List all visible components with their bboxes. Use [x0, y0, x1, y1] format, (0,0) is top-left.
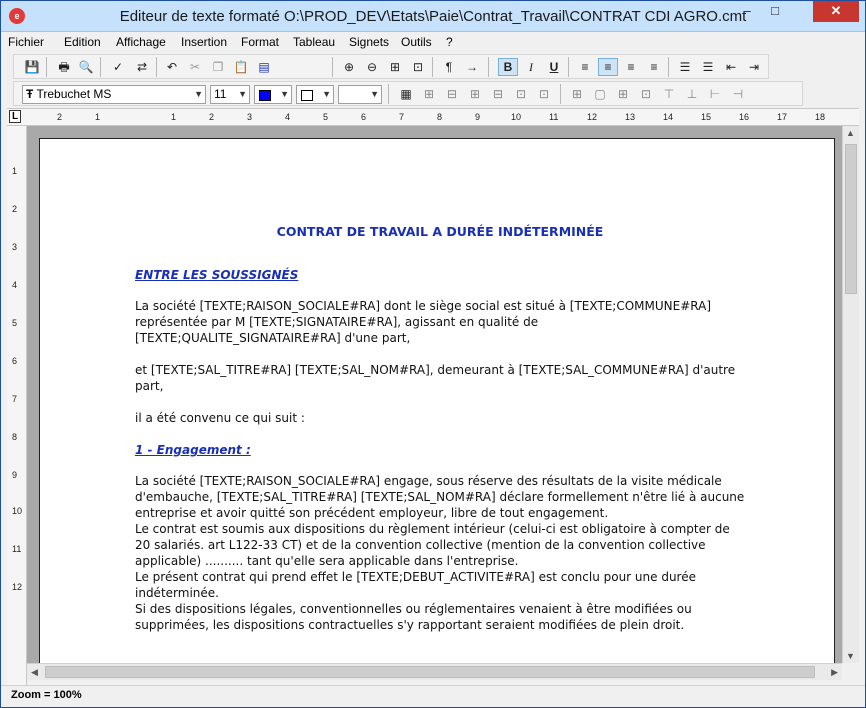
delete-row-icon[interactable]: ⊟	[446, 87, 458, 101]
document-content[interactable]	[135, 224, 745, 633]
ruler-number: 10	[511, 112, 522, 122]
spellcheck-icon[interactable]: ✓	[112, 60, 124, 74]
table-borders-none-icon[interactable]: ⊡	[640, 87, 652, 101]
print-preview-icon[interactable]: 🔍	[78, 60, 94, 74]
ruler-number: 12	[12, 582, 23, 592]
ruler-number: 4	[285, 112, 291, 122]
standard-toolbar	[13, 54, 769, 79]
tab-arrow-icon[interactable]: →	[466, 60, 478, 74]
horizontal-scrollbar[interactable]	[27, 663, 842, 680]
align-right-icon[interactable]: ≡	[650, 60, 658, 74]
delete-column-icon[interactable]: ⊟	[492, 87, 504, 101]
vertical-ruler[interactable]	[7, 126, 27, 686]
format-painter-icon[interactable]: ▤	[258, 60, 270, 74]
menu-tableau[interactable]: Tableau	[293, 35, 336, 49]
table-borders-left-icon[interactable]: ⊢	[709, 87, 721, 101]
ruler-number: 1	[95, 112, 101, 122]
align-justify-icon[interactable]: ≡	[627, 60, 635, 74]
ruler-number: 16	[739, 112, 750, 122]
cut-icon[interactable]: ✂	[189, 60, 201, 74]
paste-icon[interactable]: 📋	[233, 60, 249, 74]
paragraph: et [TEXTE;SAL_TITRE#RA] [TEXTE;SAL_NOM#RA], demeurant à [TEXTE;SAL_COMMUNE#RA] d'autre part,	[135, 363, 736, 393]
ruler-number: 9	[12, 470, 18, 480]
scroll-left-icon[interactable]: ◀	[31, 667, 38, 677]
ruler-number: 12	[587, 112, 598, 122]
bullet-list-icon[interactable]: ☰	[679, 60, 691, 74]
paragraph: La société [TEXTE;RAISON_SOCIALE#RA] dont le siège social est situé à [TEXTE;COMMUNE#RA] représentée par M [TEXTE;SIGNATAIRE#RA], agissant en qualité de [TEXTE;QUALITE_SIGNATAIRE#RA] d'une part,	[135, 299, 711, 345]
ruler-number: 6	[12, 356, 18, 366]
section-heading-engagement: 1 - Engagement :	[135, 443, 251, 457]
document-page[interactable]	[39, 138, 835, 663]
menu-fichier[interactable]: Fichier	[8, 35, 45, 49]
highlight-color-select[interactable]	[296, 85, 334, 104]
insert-field-icon[interactable]: ⊞	[389, 60, 401, 74]
paragraph: il a été convenu ce qui suit :	[135, 411, 305, 425]
italic-icon[interactable]: I	[529, 60, 533, 74]
ruler-number: 8	[437, 112, 443, 122]
ruler-number: 2	[12, 204, 18, 214]
bold-icon[interactable]: B	[498, 58, 518, 76]
style-select[interactable]	[338, 85, 382, 104]
window-title: Editeur de texte formaté O:\PROD_DEV\Etats\Paie\Contrat_Travail\CONTRAT CDI AGRO.cmt	[119, 8, 747, 25]
vertical-scrollbar[interactable]	[842, 126, 859, 663]
title-bar[interactable]	[1, 1, 865, 32]
document-area	[27, 126, 842, 663]
menu-affichage[interactable]: Affichage	[116, 35, 166, 49]
toolbar-area	[1, 52, 865, 106]
text-color-swatch	[259, 90, 271, 101]
insert-column-icon[interactable]: ⊞	[469, 87, 481, 101]
scroll-down-icon[interactable]: ▼	[846, 651, 855, 661]
ruler-number: 7	[12, 394, 18, 404]
paragraph: Le présent contrat qui prend effet le [TEXTE;DEBUT_ACTIVITE#RA] est conclu pour une durée indéterminée.	[135, 570, 696, 600]
ruler-number: 9	[475, 112, 481, 122]
print-icon[interactable]: 🖶	[58, 60, 70, 74]
ruler-number: 2	[209, 112, 215, 122]
ruler-number: 18	[815, 112, 826, 122]
app-icon[interactable]: e	[9, 8, 25, 24]
underline-icon[interactable]: U	[549, 60, 559, 74]
document-title: CONTRAT DE TRAVAIL A DURÉE INDÉTERMINÉE	[276, 224, 604, 239]
copy-icon[interactable]: ❐	[212, 60, 224, 74]
undo-icon[interactable]: ↶	[166, 60, 178, 74]
paragraph: Si des dispositions légales, conventionnelles ou réglementaires venaient à être modifiées ou supprimées, les dispositions contractuelles s'y rapportant seraient modifiées de plein droit.	[135, 602, 692, 632]
chevron-down-icon: ▼	[280, 89, 289, 99]
ruler-number: 11	[12, 544, 22, 554]
ruler-number: 8	[12, 432, 18, 442]
ruler-number: 1	[12, 166, 18, 176]
menu-bar	[1, 32, 865, 52]
vertical-scroll-thumb[interactable]	[845, 144, 857, 294]
table-borders-bottom-icon[interactable]: ⊥	[686, 87, 698, 101]
ruler-number: 5	[323, 112, 329, 122]
numbered-list-icon[interactable]: ☰	[702, 60, 714, 74]
table-borders-top-icon[interactable]: ⊤	[663, 87, 675, 101]
align-left-icon[interactable]: ≡	[581, 60, 589, 74]
ruler-number: 5	[12, 318, 18, 328]
ruler-number: 4	[12, 280, 18, 290]
maximize-button[interactable]: □	[771, 3, 779, 18]
insert-row-icon[interactable]: ⊞	[423, 87, 435, 101]
align-center-icon[interactable]: ≡	[598, 58, 618, 76]
font-type-icon: Ŧ	[26, 87, 34, 101]
paragraph: La société [TEXTE;RAISON_SOCIALE#RA] engage, sous réserve des résultats de la visite médicale d'embauche, [TEXTE;SAL_TITRE#RA] [TEXTE;SAL_NOM#RA] déclare formellement n'être lié à aucune entreprise et avoir quitté son précédent employeur, libre de tout engagement.	[135, 474, 745, 520]
horizontal-scroll-thumb[interactable]	[45, 666, 815, 678]
close-button[interactable]: ✕	[813, 1, 859, 22]
menu-insertion[interactable]: Insertion	[181, 35, 228, 49]
chevron-down-icon: ▼	[238, 89, 247, 99]
font-size-value: 11	[214, 87, 227, 101]
minimize-button[interactable]: –	[743, 3, 751, 18]
replace-icon[interactable]: ⇄	[136, 60, 148, 74]
table-borders-outer-icon[interactable]: ▢	[594, 87, 606, 101]
menu-help[interactable]: ?	[446, 35, 453, 49]
scroll-right-icon[interactable]: ▶	[831, 667, 838, 677]
table-borders-inner-icon[interactable]: ⊞	[617, 87, 629, 101]
split-cells-icon[interactable]: ⊡	[538, 87, 550, 101]
save-icon[interactable]: 💾	[24, 60, 40, 74]
font-size-select[interactable]	[210, 85, 250, 104]
insert-table-icon[interactable]: ▦	[400, 87, 412, 101]
zoom-level: Zoom = 100%	[11, 689, 82, 701]
ruler-number: 10	[12, 506, 23, 516]
font-name-value: Trebuchet MS	[36, 87, 112, 101]
horizontal-ruler[interactable]	[7, 108, 859, 126]
text-color-select[interactable]	[254, 85, 292, 104]
menu-signets[interactable]: Signets	[349, 35, 390, 49]
format-toolbar	[13, 81, 803, 106]
insert-bookmark-icon[interactable]: ⊡	[412, 60, 424, 74]
paragraph: Le contrat est soumis aux dispositions du règlement intérieur (celui-ci est obligatoire à compter de 20 salariés. art L122-33 CT) et de la convention collective (mention de la convention collective applicable) .......... tant qu'elle sera applicable dans l'entreprise.	[135, 522, 730, 568]
decrease-indent-icon[interactable]: ⇤	[725, 60, 737, 74]
table-borders-all-icon[interactable]: ⊞	[571, 87, 583, 101]
section-heading-parties: ENTRE LES SOUSSIGNÉS	[135, 268, 299, 282]
menu-format[interactable]: Format	[241, 35, 280, 49]
ruler-number: 7	[399, 112, 405, 122]
ruler-number: 3	[247, 112, 253, 122]
menu-outils[interactable]: Outils	[401, 35, 432, 49]
ruler-number: 15	[701, 112, 712, 122]
ruler-number: 17	[777, 112, 788, 122]
menu-edition[interactable]: Edition	[64, 35, 101, 49]
ruler-number: 2	[57, 112, 63, 122]
font-name-select[interactable]	[22, 85, 206, 104]
zoom-out-icon[interactable]: ⊖	[366, 60, 378, 74]
ruler-number: 11	[549, 112, 559, 122]
ruler-number: 6	[361, 112, 367, 122]
tab-type-selector[interactable]: L	[9, 110, 21, 123]
ruler-number: 14	[663, 112, 674, 122]
chevron-down-icon: ▼	[194, 89, 203, 99]
chevron-down-icon: ▼	[370, 89, 379, 99]
zoom-in-icon[interactable]: ⊕	[343, 60, 355, 74]
increase-indent-icon[interactable]: ⇥	[748, 60, 760, 74]
ruler-number: 1	[171, 112, 177, 122]
ruler-number: 3	[12, 242, 18, 252]
ruler-number: 13	[625, 112, 636, 122]
highlight-color-swatch	[301, 90, 313, 101]
table-borders-right-icon[interactable]: ⊣	[732, 87, 744, 101]
chevron-down-icon: ▼	[322, 89, 331, 99]
paragraph-marks-icon[interactable]: ¶	[445, 60, 453, 74]
merge-cells-icon[interactable]: ⊡	[515, 87, 527, 101]
status-bar	[1, 685, 865, 707]
scroll-up-icon[interactable]: ▲	[846, 128, 855, 138]
